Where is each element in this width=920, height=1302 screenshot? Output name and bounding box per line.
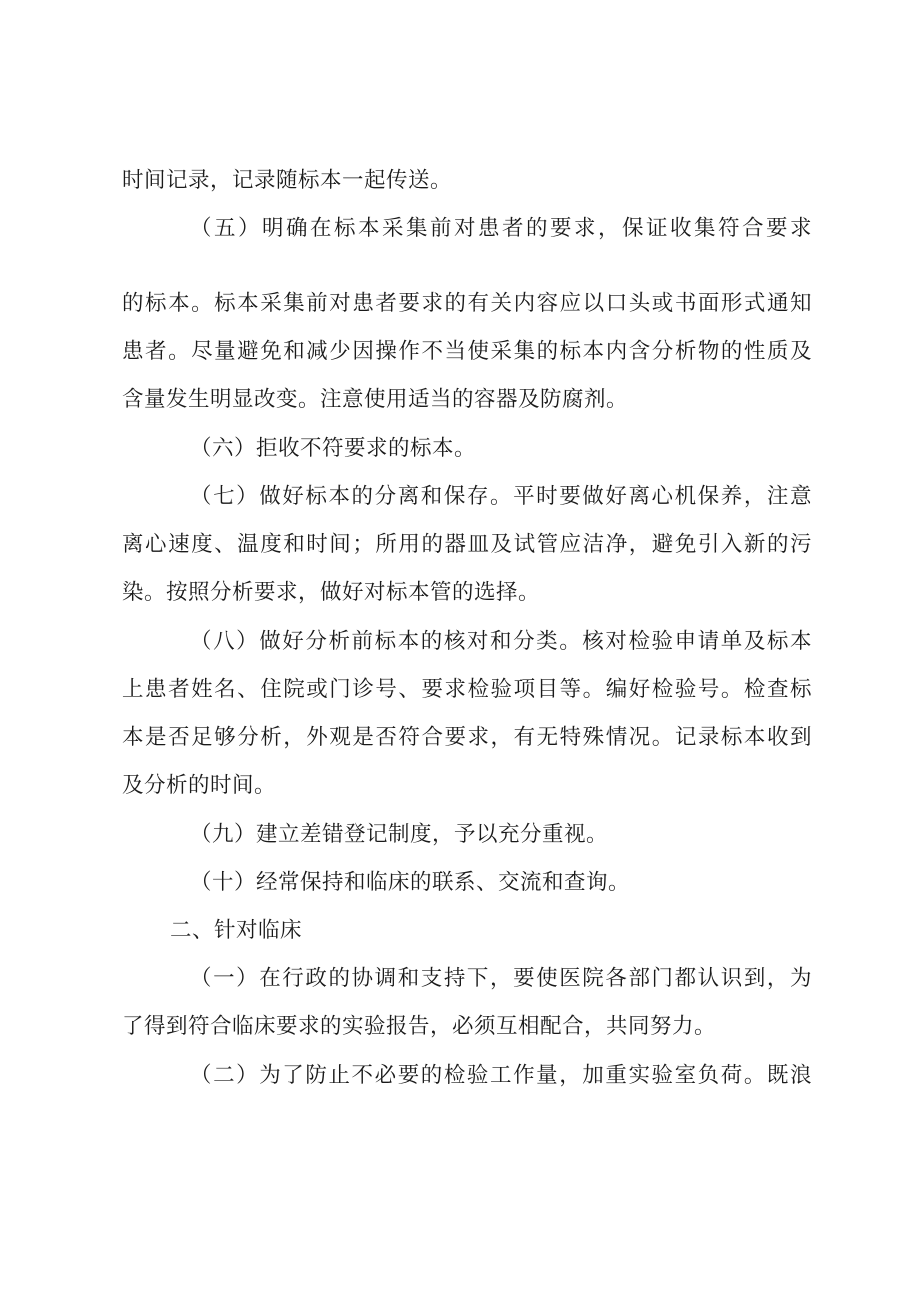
text-line: 了得到符合临床要求的实验报告，必须互相配合，共同努力。	[122, 1014, 717, 1039]
text-line: 的标本。标本采集前对患者要求的有关内容应以口头或书面形式通知	[122, 291, 812, 316]
text-line: （一）在行政的协调和支持下，要使医院各部门都认识到，为	[190, 966, 812, 991]
text-line: 染。按照分析要求，做好对标本管的选择。	[122, 580, 541, 605]
text-line: （六）拒收不符要求的标本。	[190, 436, 477, 461]
text-line: 及分析的时间。	[122, 773, 277, 798]
text-line: （十）经常保持和临床的联系、交流和查询。	[190, 870, 631, 895]
text-line: 本是否足够分析，外观是否符合要求，有无特殊情况。记录标本收到	[122, 725, 812, 750]
text-line: 离心速度、温度和时间；所用的器皿及试管应洁净，避免引入新的污	[122, 532, 812, 557]
section-heading: 二、针对临床	[170, 918, 303, 943]
text-line: （九）建立差错登记制度，予以充分重视。	[190, 822, 609, 847]
text-line: （八）做好分析前标本的核对和分类。核对检验申请单及标本	[190, 629, 812, 654]
text-line: （五）明确在标本采集前对患者的要求，保证收集符合要求	[190, 216, 812, 241]
text-line: 患者。尽量避免和减少因操作不当使采集的标本内含分析物的性质及	[122, 339, 812, 364]
text-line: （七）做好标本的分离和保存。平时要做好离心机保养，注意	[190, 484, 812, 509]
text-line: 上患者姓名、住院或门诊号、要求检验项目等。编好检验号。检查标	[122, 677, 812, 702]
text-line: 时间记录，记录随标本一起传送。	[122, 168, 453, 193]
text-line: 含量发生明显改变。注意使用适当的容器及防腐剂。	[122, 387, 629, 412]
text-line: （二）为了防止不必要的检验工作量，加重实验室负荷。既浪	[190, 1063, 812, 1088]
